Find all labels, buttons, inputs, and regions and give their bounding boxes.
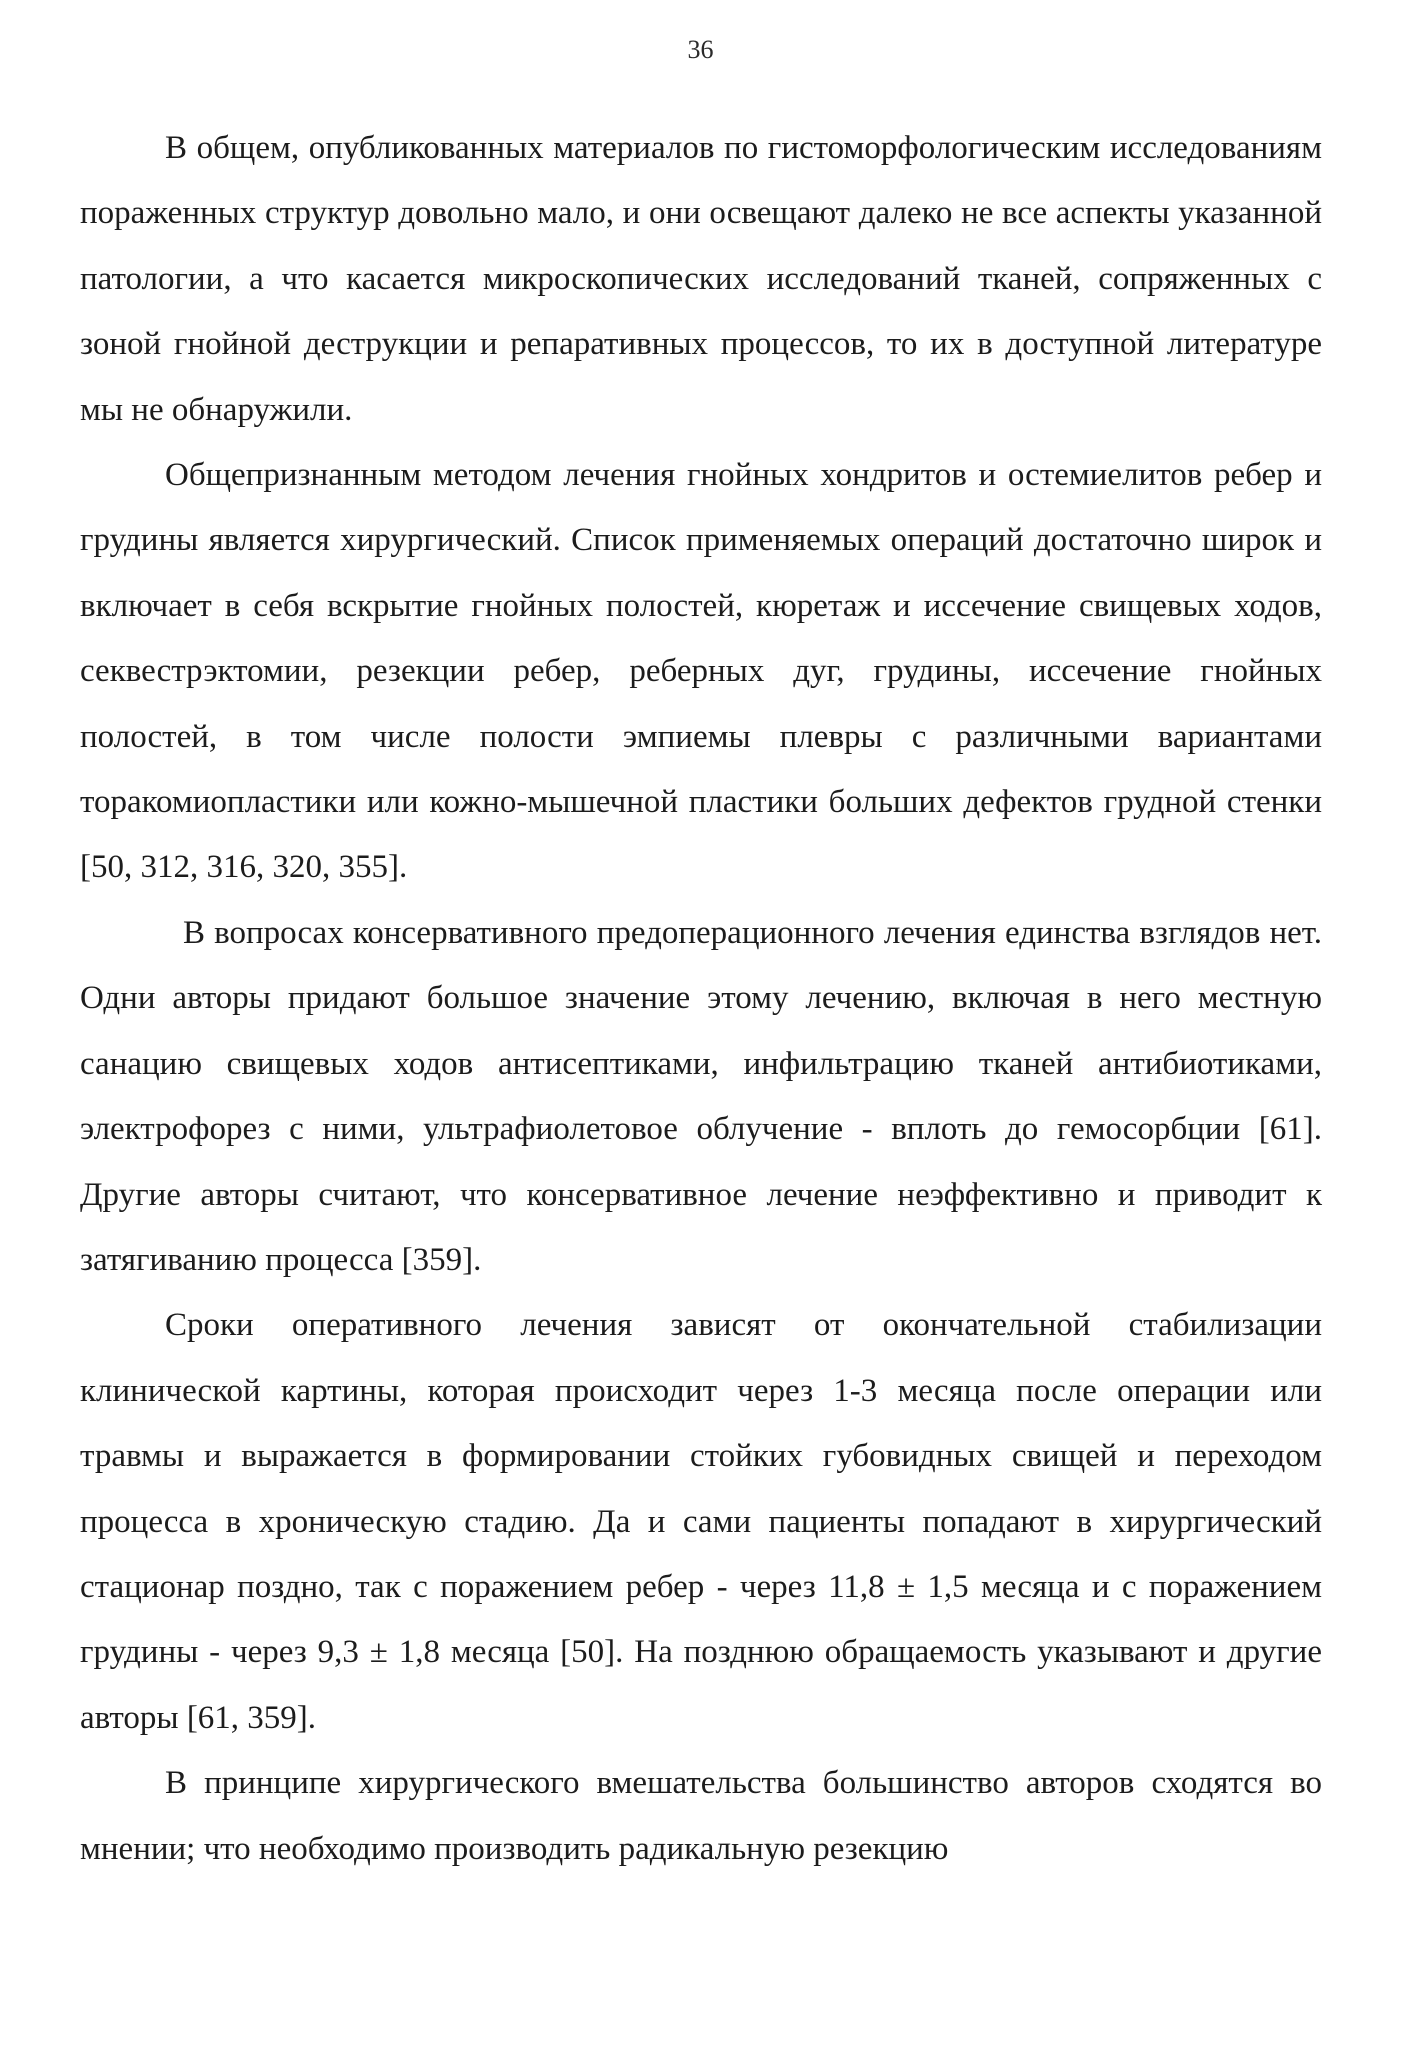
page-number: 36 [687,35,714,64]
paragraph-histomorphology: В общем, опубликованных материалов по гистоморфологическим исследованиям пораженных структур довольно мало, и они освещают далеко не все аспекты указанной патологии, а что касается микроскопических исследований тканей, сопряженных с зоной гнойной деструкции и репаративных процессов, то их в доступной литературе мы не обнаружили. [80,130,1322,428]
paragraph-surgical-treatment: Общепризнанным методом лечения гнойных хондритов и остемиелитов ребер и грудины является хирургический. Список применяемых операций достаточно широк и включает в себя вскрытие гнойных полостей, кюретаж и иссечение свищевых ходов, секвестрэктомии, резекции ребер, реберных дуг, грудины, иссечение гнойных полостей, в том числе полости эмпиемы плевры с различными вариантами торакомиопластики или кожно-мышечной пластики больших дефектов грудной стенки [50, 312, 316, 320, 355]. [80,457,1322,886]
paragraph-conservative-treatment: В вопросах консервативного предоперационного лечения единства взглядов нет. Одни авторы придают большое значение этому лечению, включая в него местную санацию свищевых ходов антисептиками, инфильтрацию тканей антибиотиками, электрофорез с ними, ультрафиолетовое облучение - вплоть до гемосорбции [61]. Другие авторы считают, что консервативное лечение неэффективно и приводит к затягиванию процесса [359]. [80,914,1322,1278]
paragraph-operation-timing: Сроки оперативного лечения зависят от окончательной стабилизации клинической картины, которая происходит через 1-3 месяца после операции или травмы и выражается в формировании стойких губовидных свищей и переходом процесса в хроническую стадию. Да и сами пациенты попадают в хирургический стационар поздно, так с поражением ребер - через 11,8 ± 1,5 месяца и с поражением грудины - через 9,3 ± 1,8 месяца [50]. На позднюю обращаемость указывают и другие авторы [61, 359]. [80,1307,1322,1736]
paragraph-surgical-principle: В принципе хирургического вмешательства большинство авторов сходятся во мнении; что необходимо производить радикальную резекцию [80,1765,1322,1867]
body-text [80,116,1322,1882]
